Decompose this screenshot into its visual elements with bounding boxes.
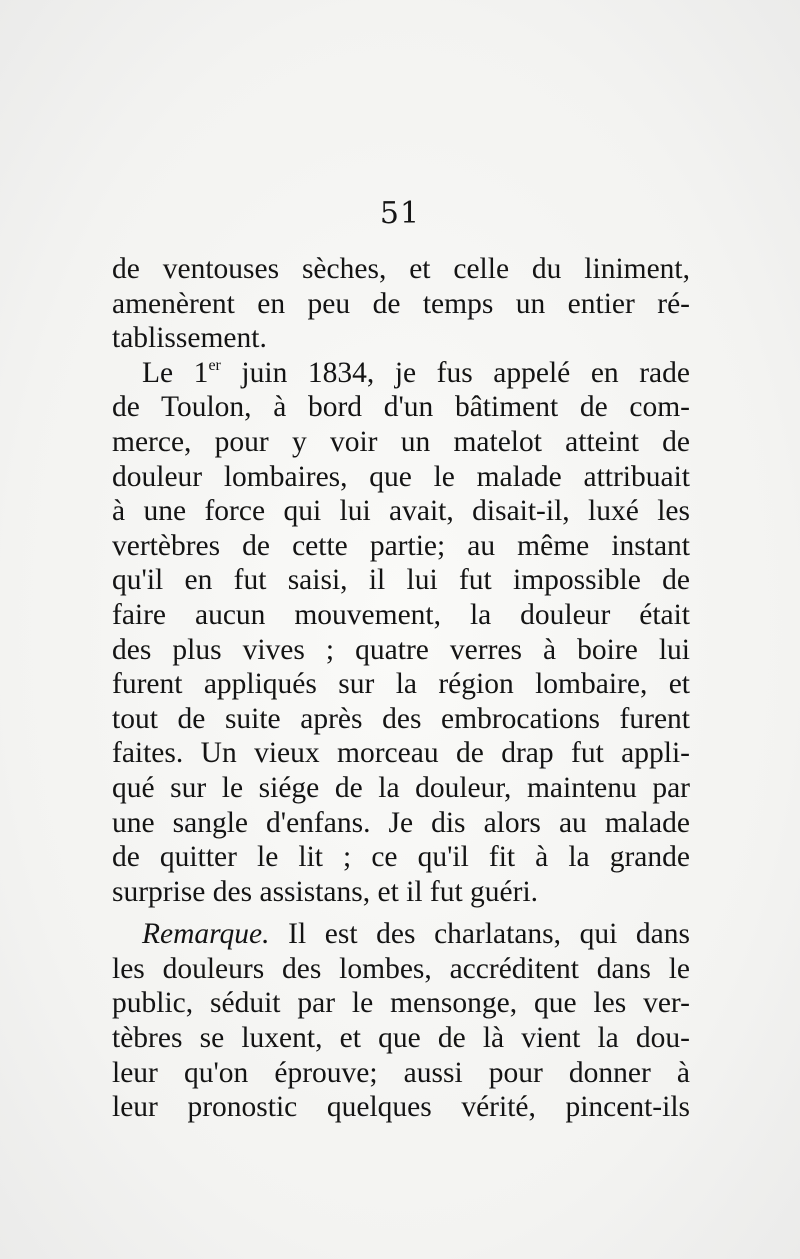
text-line: leur pronostic quelques vérité, pincent-ils xyxy=(112,1091,690,1124)
text-line: leur qu'on éprouve; aussi pour donner à xyxy=(112,1056,690,1089)
text-line: faites. Un vieux morceau de drap fut appli- xyxy=(112,737,690,770)
text-line: amenèrent en peu de temps un entier ré- xyxy=(112,287,690,320)
superscript: er xyxy=(208,356,221,374)
text-line: les douleurs des lombes, accréditent dans le xyxy=(112,952,690,985)
text-line: surprise des assistans, et il fut guéri. xyxy=(112,875,539,908)
text-line: à une force qui lui avait, disait-il, luxé les xyxy=(112,495,690,528)
text-line: faire aucun mouvement, la douleur était xyxy=(112,598,690,631)
body-text xyxy=(112,252,690,1125)
page-number: 51 xyxy=(379,196,421,231)
text-line: furent appliqués sur la région lombaire, et xyxy=(112,668,690,701)
text-line: de quitter le lit ; ce qu'il fit à la grande xyxy=(112,841,690,874)
text-line: de ventouses sèches, et celle du liniment, xyxy=(112,253,690,285)
text-line: public, séduit par le mensonge, que les ver- xyxy=(112,987,690,1020)
text-line: Le 1er juin 1834, je fus appelé en rade xyxy=(142,356,690,389)
text-line: douleur lombaires, que le malade attribuait xyxy=(112,460,690,493)
text-line: merce, pour y voir un matelot atteint de xyxy=(112,425,690,458)
text-line: qu'il en fut saisi, il lui fut impossible de xyxy=(112,564,690,597)
text-line: vertèbres de cette partie; au même instant xyxy=(112,529,690,562)
text-line: tèbres se luxent, et que de là vient la dou- xyxy=(112,1022,690,1055)
text-line: de Toulon, à bord d'un bâtiment de com- xyxy=(112,391,690,424)
text-line: tablissement. xyxy=(112,322,267,355)
text-line: Remarque. Il est des charlatans, qui dans xyxy=(142,918,690,951)
text-line: tout de suite après des embrocations furent xyxy=(112,702,690,735)
text-line: qué sur le siége de la douleur, maintenu par xyxy=(112,771,690,804)
text-line: des plus vives ; quatre verres à boire lui xyxy=(112,633,690,666)
text-line: une sangle d'enfans. Je dis alors au malade xyxy=(112,806,690,839)
italic-term: Remarque. xyxy=(142,918,270,951)
